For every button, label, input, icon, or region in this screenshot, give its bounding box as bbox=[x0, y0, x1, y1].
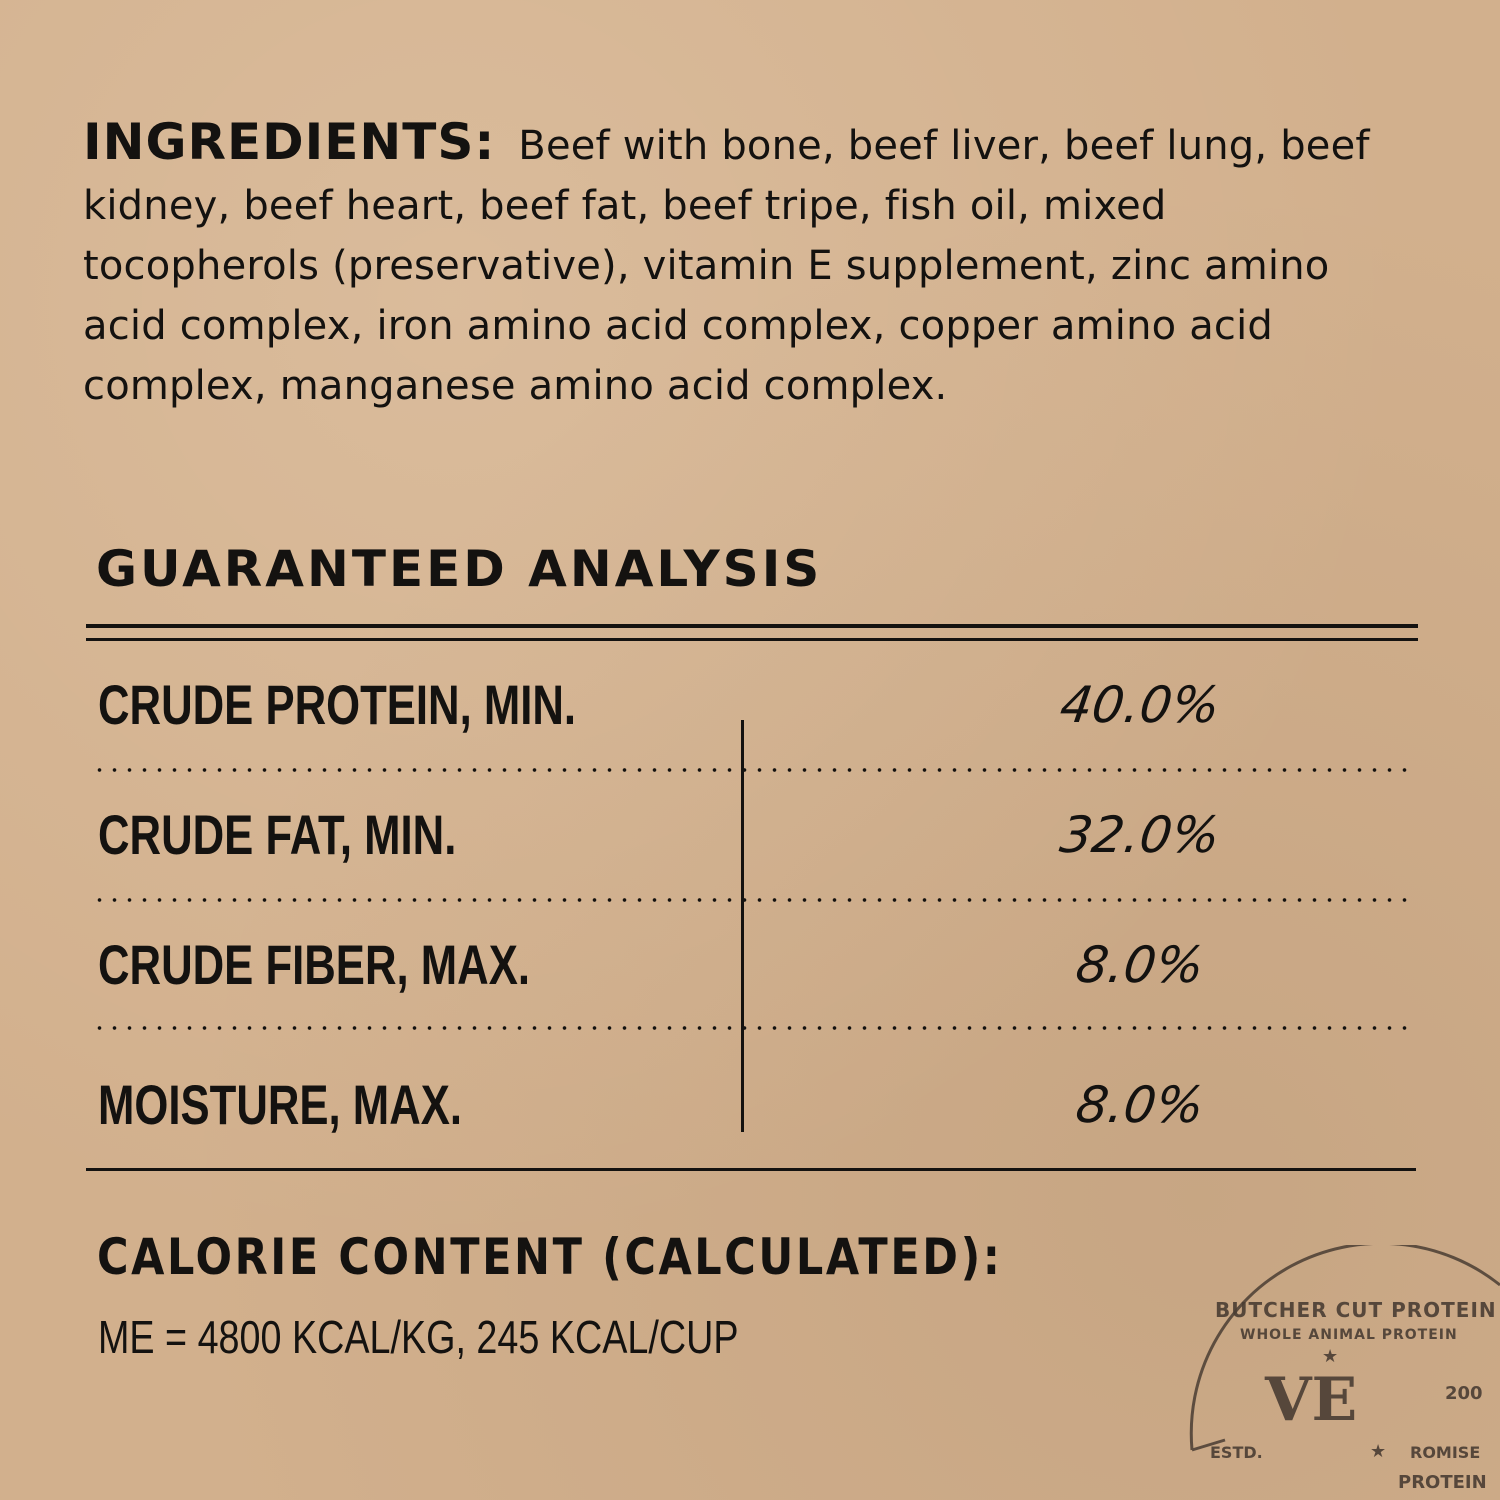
divider-top-1 bbox=[86, 624, 1418, 628]
stamp-inner-text: WHOLE ANIMAL PROTEIN bbox=[1240, 1327, 1458, 1343]
ingredients-label: INGREDIENTS: bbox=[83, 113, 496, 171]
ingredients-block bbox=[83, 112, 1413, 416]
analysis-row-value: 40.0% bbox=[1056, 676, 1224, 734]
stamp-bottom-text-2: PROTEIN bbox=[1398, 1472, 1487, 1493]
guaranteed-analysis-title: GUARANTEED ANALYSIS bbox=[96, 540, 823, 598]
ingredients-text: Beef with bone, beef liver, beef lung, beef kidney, beef heart, beef fat, beef tripe, fish oil, mixed tocopherols (preservative), vitamin E supplement, zinc amino acid complex, iron amino acid complex, copper amino acid complex, manganese amino acid complex. bbox=[83, 123, 1370, 409]
analysis-row-label: CRUDE FAT, MIN. bbox=[98, 803, 457, 866]
analysis-row-value: 8.0% bbox=[1072, 936, 1208, 994]
stamp-estd: ESTD. bbox=[1210, 1443, 1263, 1462]
analysis-row-label: CRUDE PROTEIN, MIN. bbox=[98, 673, 577, 736]
star-icon: ★ bbox=[1370, 1441, 1387, 1462]
stamp-year: 200 bbox=[1445, 1383, 1483, 1404]
stamp-outer-text: BUTCHER CUT PROTEIN bbox=[1215, 1298, 1497, 1322]
calorie-content-text: ME = 4800 KCAL/KG, 245 KCAL/CUP bbox=[98, 1311, 739, 1363]
dotted-divider bbox=[92, 768, 1412, 772]
divider-top-2 bbox=[86, 638, 1418, 641]
dotted-divider bbox=[92, 1026, 1412, 1030]
stamp-bottom-text: ROMISE bbox=[1410, 1443, 1481, 1462]
analysis-row-label: MOISTURE, MAX. bbox=[98, 1073, 463, 1136]
analysis-row-label: CRUDE FIBER, MAX. bbox=[98, 933, 530, 996]
analysis-row-value: 8.0% bbox=[1072, 1076, 1208, 1134]
analysis-row-value: 32.0% bbox=[1056, 806, 1224, 864]
star-icon: ★ bbox=[1322, 1346, 1339, 1367]
calorie-content-title: CALORIE CONTENT (CALCULATED): bbox=[97, 1228, 1003, 1286]
dotted-divider bbox=[92, 898, 1412, 902]
divider-bottom bbox=[86, 1168, 1416, 1171]
stamp-logo-letters: VE bbox=[1265, 1365, 1358, 1435]
column-divider bbox=[741, 720, 744, 1132]
